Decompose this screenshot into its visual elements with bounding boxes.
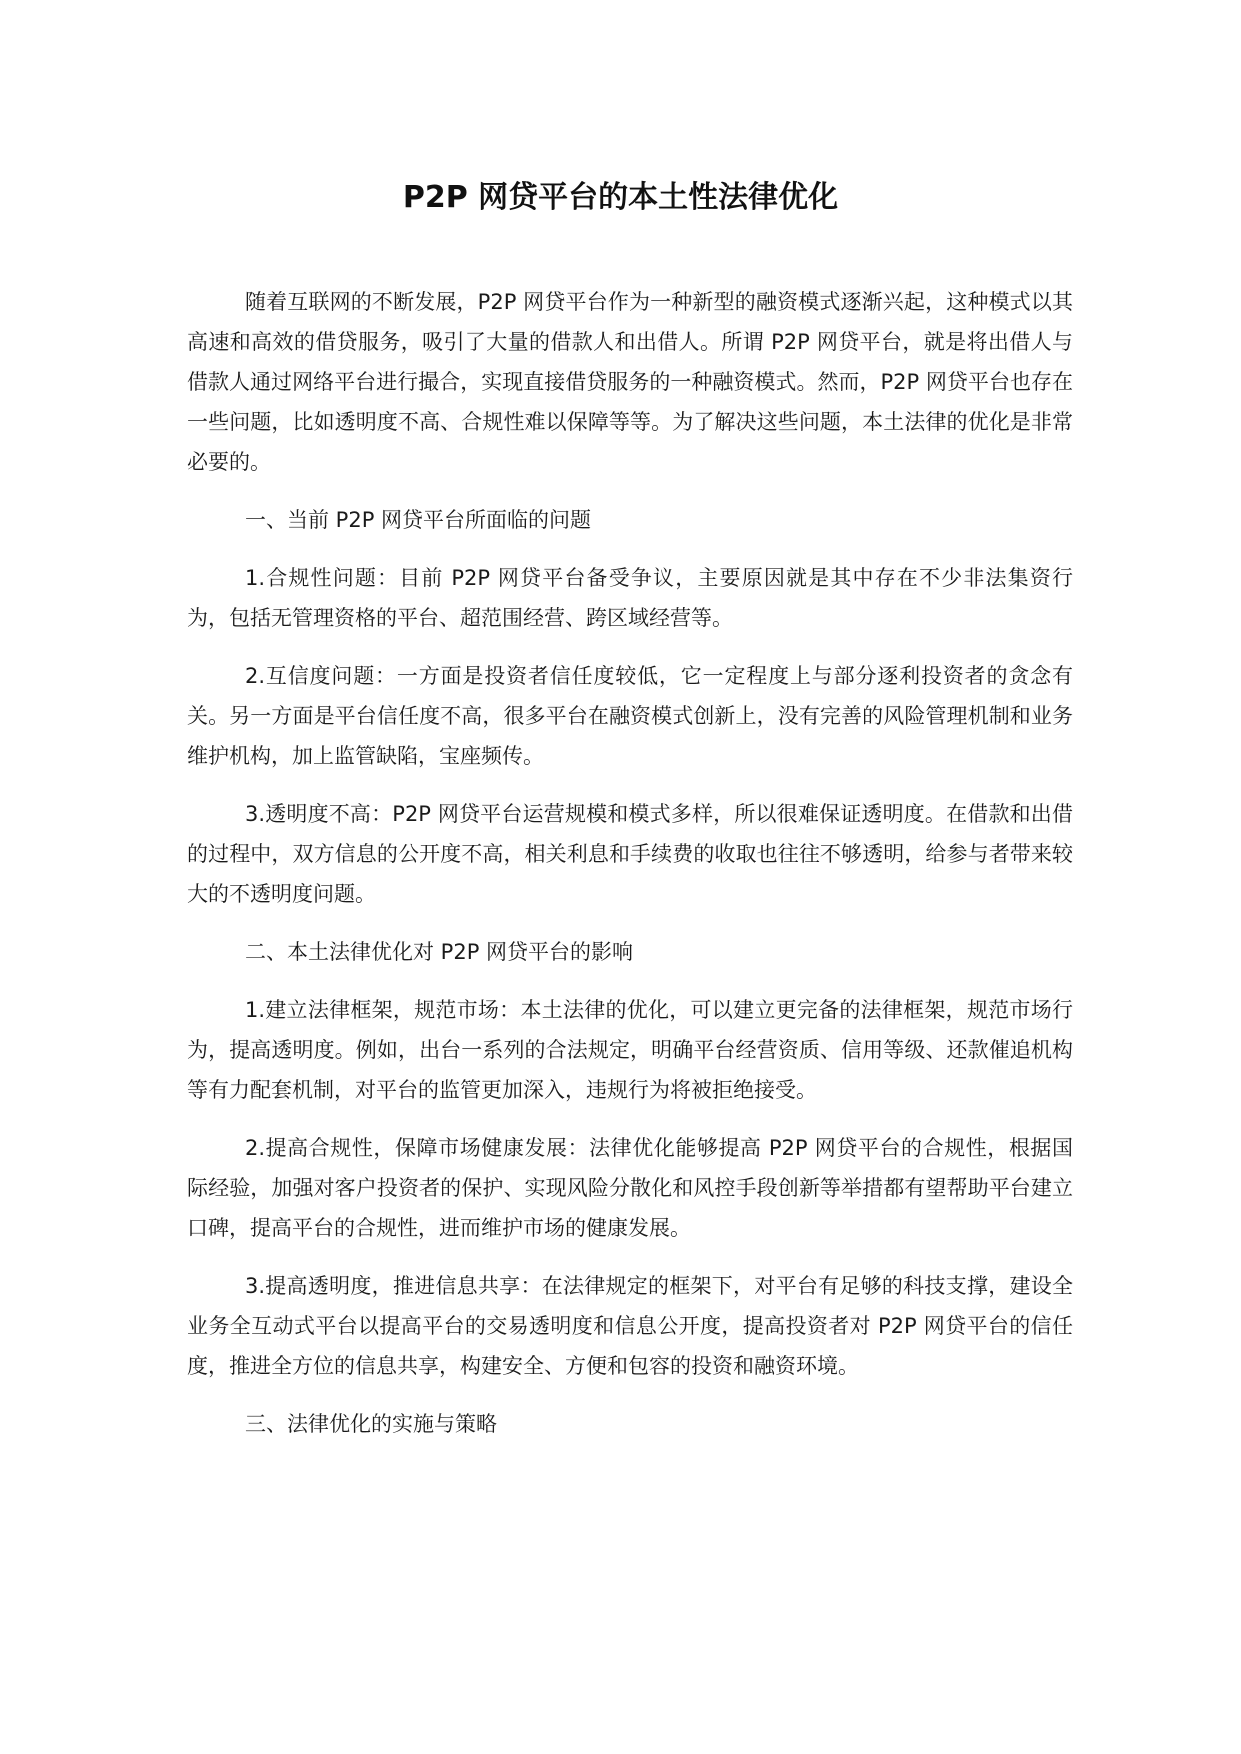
section-heading-2: 二、本土法律优化对 P2P 网贷平台的影响 (245, 940, 634, 964)
section-heading-1: 一、当前 P2P 网贷平台所面临的问题 (245, 508, 592, 532)
paragraph-compliance-issue: 1.合规性问题：目前 P2P 网贷平台备受争议，主要原因就是其中存在不少非法集资行为，包括无管理资格的平台、超范围经营、跨区域经营等。 (187, 566, 1073, 630)
paragraph-compliance-improvement: 2.提高合规性，保障市场健康发展：法律优化能够提高 P2P 网贷平台的合规性，根据国际经验，加强对客户投资者的保护、实现风险分散化和风控手段创新等举措都有望帮助平台建立口碑，提高平台的合规性，进而维护市场的健康发展。 (187, 1136, 1073, 1240)
document-title: P2P 网贷平台的本土性法律优化 (402, 180, 839, 215)
paragraph-transparency-improvement: 3.提高透明度，推进信息共享：在法律规定的框架下，对平台有足够的科技支撑，建设全业务全互动式平台以提高平台的交易透明度和信息公开度，提高投资者对 P2P 网贷平台的信任度，推进全方位的信息共享，构建安全、方便和包容的投资和融资环境。 (187, 1274, 1073, 1378)
section-heading-3: 三、法律优化的实施与策略 (245, 1412, 497, 1436)
document-body (187, 282, 1073, 1462)
paragraph-trust-issue: 2.互信度问题：一方面是投资者信任度较低，它一定程度上与部分逐利投资者的贪念有关。另一方面是平台信任度不高，很多平台在融资模式创新上，没有完善的风险管理机制和业务维护机构，加上监管缺陷，宝座频传。 (187, 664, 1073, 768)
intro-paragraph: 随着互联网的不断发展，P2P 网贷平台作为一种新型的融资模式逐渐兴起，这种模式以其高速和高效的借贷服务，吸引了大量的借款人和出借人。所谓 P2P 网贷平台，就是将出借人与借款人通过网络平台进行撮合，实现直接借贷服务的一种融资模式。然而，P2P 网贷平台也存在一些问题，比如透明度不高、合规性难以保障等等。为了解决这些问题，本土法律的优化是非常必要的。 (187, 290, 1073, 474)
paragraph-transparency-issue: 3.透明度不高：P2P 网贷平台运营规模和模式多样，所以很难保证透明度。在借款和出借的过程中，双方信息的公开度不高，相关利息和手续费的收取也往往不够透明，给参与者带来较大的不透明度问题。 (187, 802, 1073, 906)
paragraph-legal-framework: 1.建立法律框架，规范市场：本土法律的优化，可以建立更完备的法律框架，规范市场行为，提高透明度。例如，出台一系列的合法规定，明确平台经营资质、信用等级、还款催追机构等有力配套机制，对平台的监管更加深入，违规行为将被拒绝接受。 (187, 998, 1073, 1102)
